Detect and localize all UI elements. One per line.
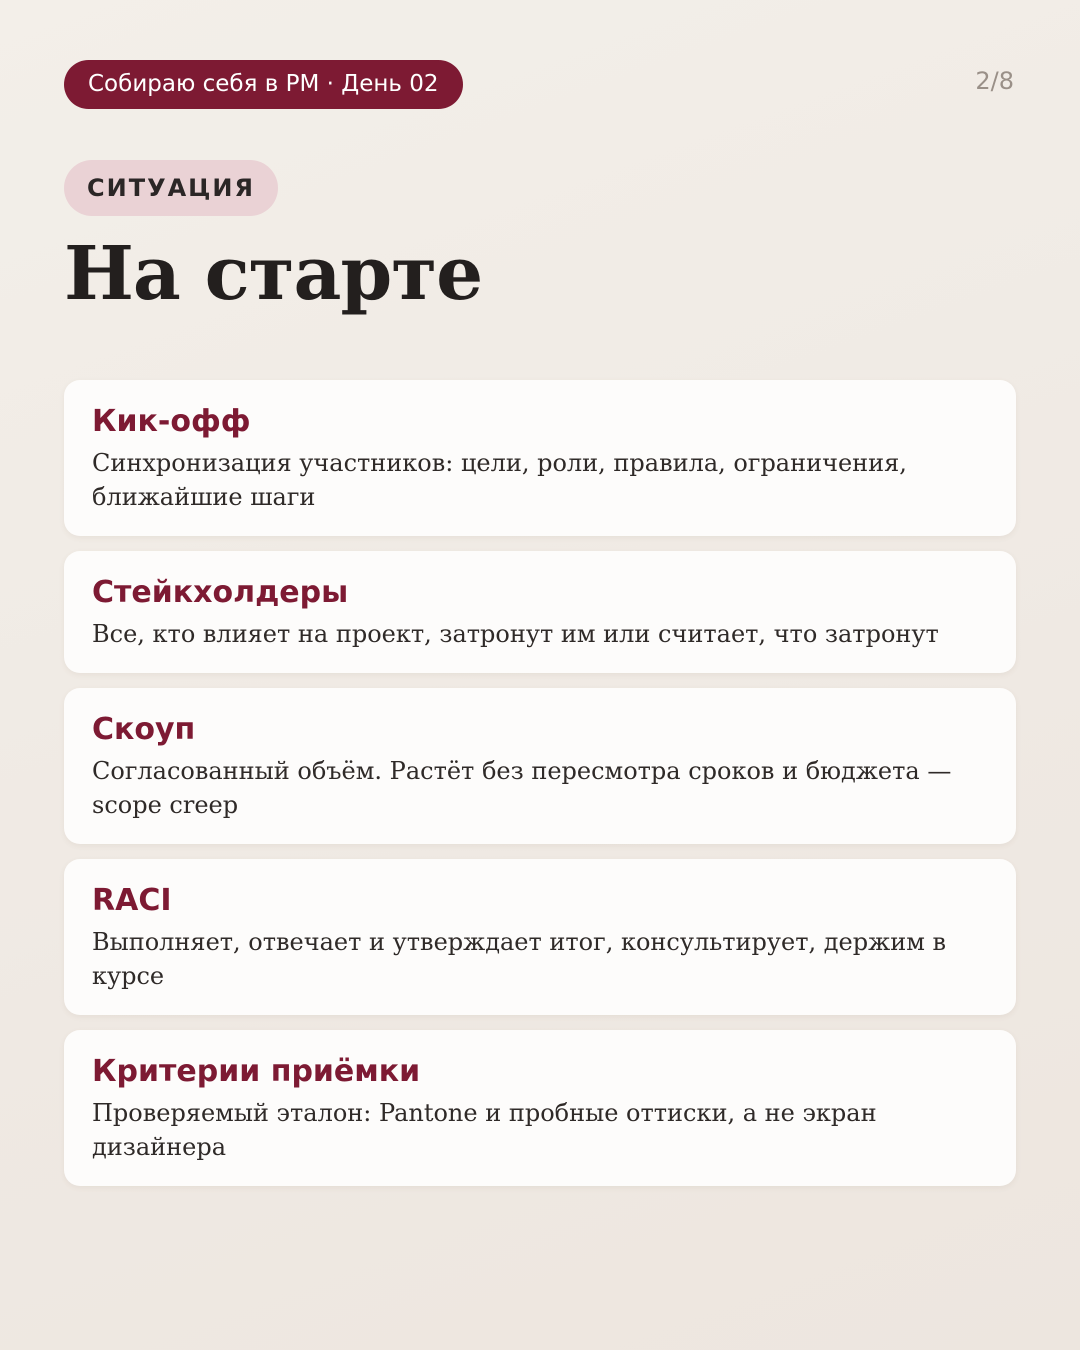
term-card-raci [64,859,1016,1015]
card-description: Выполняет, отвечает и утверждает итог, консультирует, держим в курсе [92,928,947,990]
page-title: На старте [64,231,483,317]
term-card-kickoff [64,380,1016,536]
card-title: Критерии приёмки [92,1054,421,1089]
card-title: RACI [92,883,172,918]
series-badge: Собираю себя в PM · День 02 [64,60,463,109]
card-description: Все, кто влияет на проект, затронут им или считает, что затронут [92,620,939,648]
term-card-list [64,380,1016,1201]
term-card-acceptance-criteria [64,1030,1016,1186]
page-counter: 2/8 [975,67,1014,95]
term-card-stakeholders [64,551,1016,673]
card-description: Проверяемый эталон: Pantone и пробные оттиски, а не экран дизайнера [92,1099,877,1161]
card-title: Скоуп [92,712,196,747]
section-tag: СИТУАЦИЯ [64,160,278,216]
card-description: Согласованный объём. Растёт без пересмотра сроков и бюджета — scope creep [92,757,952,819]
term-card-scope [64,688,1016,844]
card-title: Кик-офф [92,404,251,439]
card-title: Стейкхолдеры [92,575,349,610]
card-description: Синхронизация участников: цели, роли, правила, ограничения, ближайшие шаги [92,449,907,511]
